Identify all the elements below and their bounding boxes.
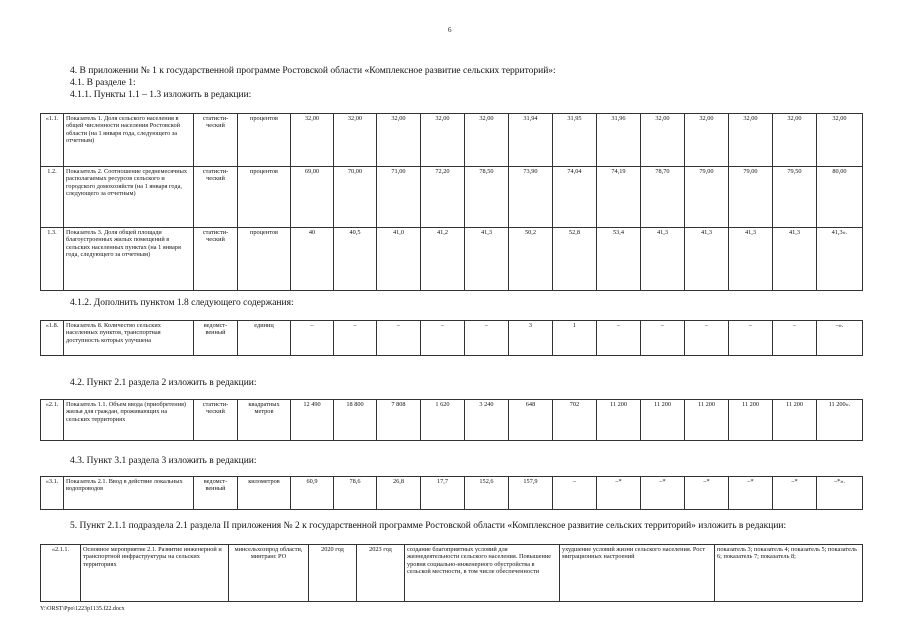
indicator-unit: единиц — [238, 321, 291, 356]
row-number: 1.2. — [41, 167, 64, 228]
indicator-row — [41, 167, 863, 228]
row-number: «1.1. — [41, 114, 64, 167]
indicator-value: 17,7 — [421, 477, 465, 510]
indicator-value: 31,94 — [509, 114, 553, 167]
row-number: 1.3. — [41, 228, 64, 291]
indicator-value: 74,04 — [553, 167, 597, 228]
indicator-unit: процентов — [238, 228, 291, 291]
indicator-value: 32,00 — [773, 114, 817, 167]
indicator-value: 79,00 — [729, 167, 773, 228]
activity-name: Основное мероприятие 2.1. Развитие инженерной и транспортной инфраструктуры на сельских территориях — [81, 545, 229, 602]
indicator-value: 72,20 — [421, 167, 465, 228]
indicator-value: 78,50 — [465, 167, 509, 228]
indicator-name: Показатель 2. Соотношение среднемесячных располагаемых ресурсов сельского и городского домохозяйств (на 1 января года, следующего за отчетным) — [64, 167, 194, 228]
indicator-value: – — [291, 321, 334, 356]
indicator-value: –* — [773, 477, 817, 510]
indicator-type: статисти-ческий — [194, 167, 238, 228]
indicator-value: 40,5 — [334, 228, 377, 291]
section-4-3-heading: 4.3. Пункт 3.1 раздела 3 изложить в редакции: — [70, 456, 257, 466]
indicator-value: 32,00 — [817, 114, 863, 167]
indicator-value: – — [553, 477, 597, 510]
indicator-type: статисти-ческий — [194, 400, 238, 441]
row-number: «1.8. — [41, 321, 64, 356]
indicator-name: Показатель 8. Количество сельских населенных пунктов, транспортная доступность которых улучшена — [64, 321, 194, 356]
indicator-name: Показатель 1. Доля сельского населения в общей численности населения Ростовской области (на 1 января года, следующего за отчетным) — [64, 114, 194, 167]
indicator-value: – — [641, 321, 685, 356]
indicator-row — [41, 400, 863, 441]
activity-row — [41, 545, 863, 602]
indicator-value: –». — [817, 321, 863, 356]
indicator-value: 41,3 — [685, 228, 729, 291]
indicator-value: 78,6 — [334, 477, 377, 510]
indicator-value: 32,00 — [291, 114, 334, 167]
indicator-row — [41, 114, 863, 167]
indicator-type: статисти-ческий — [194, 114, 238, 167]
indicator-value: – — [465, 321, 509, 356]
section-4-2-heading: 4.2. Пункт 2.1 раздела 2 изложить в редакции: — [70, 378, 257, 388]
indicator-value: 79,00 — [685, 167, 729, 228]
indicator-value: 157,9 — [509, 477, 553, 510]
indicator-value: –* — [729, 477, 773, 510]
indicator-value: 32,00 — [377, 114, 421, 167]
indicator-table-3-1 — [40, 476, 863, 510]
indicator-unit: процентов — [238, 114, 291, 167]
indicator-value: 73,90 — [509, 167, 553, 228]
indicator-type: статисти-ческий — [194, 228, 238, 291]
indicator-row — [41, 228, 863, 291]
indicator-value: – — [377, 321, 421, 356]
indicator-value: – — [597, 321, 641, 356]
indicator-value: 32,00 — [641, 114, 685, 167]
indicator-row — [41, 477, 863, 510]
activity-result: создание благоприятных условий для жизнедеятельности сельского населения. Повышение уровня социально-инженерного обустройства в сельской местности, в том числе обеспеченности — [405, 545, 560, 602]
indicator-value: 152,6 — [465, 477, 509, 510]
indicator-name: Показатель 2.1. Ввод в действие локальных водопроводов — [64, 477, 194, 510]
indicator-value: – — [685, 321, 729, 356]
file-path-footer: Y:\ORST\Ppo\1223p1135.f22.docx — [40, 606, 125, 612]
indicator-value: – — [773, 321, 817, 356]
indicator-value: 60,9 — [291, 477, 334, 510]
activity-table-2-1-1 — [40, 544, 863, 602]
activity-end: 2023 год — [357, 545, 405, 602]
indicator-unit: километров — [238, 477, 291, 510]
indicator-value: – — [729, 321, 773, 356]
indicator-unit: процентов — [238, 167, 291, 228]
indicator-value: 32,00 — [465, 114, 509, 167]
indicator-value: 74,19 — [597, 167, 641, 228]
indicator-value: 32,00 — [334, 114, 377, 167]
indicator-value: 648 — [509, 400, 553, 441]
indicator-value: 3 240 — [465, 400, 509, 441]
indicator-value: 1 — [553, 321, 597, 356]
indicator-value: –* — [685, 477, 729, 510]
indicator-value: 32,00 — [421, 114, 465, 167]
indicator-value: 11 200 — [641, 400, 685, 441]
indicator-value: 31,95 — [553, 114, 597, 167]
indicator-value: 41,2 — [421, 228, 465, 291]
indicator-name: Показатель 1.1. Объем ввода (приобретения) жилья для граждан, проживающих на сельских территориях — [64, 400, 194, 441]
activity-number: «2.1.1. — [41, 545, 81, 602]
indicator-value: 79,50 — [773, 167, 817, 228]
activity-indicators: показатель 3; показатель 4; показатель 5; показатель 6; показатель 7; показатель 8; — [715, 545, 863, 602]
indicator-value: –*». — [817, 477, 863, 510]
indicator-type: ведомст-венный — [194, 477, 238, 510]
indicator-value: 53,4 — [597, 228, 641, 291]
indicator-value: 18 800 — [334, 400, 377, 441]
page-number: 6 — [448, 26, 452, 34]
indicator-value: 12 490 — [291, 400, 334, 441]
indicator-value: 11 200 — [773, 400, 817, 441]
row-number: «3.1. — [41, 477, 64, 510]
indicators-table-1-3 — [40, 113, 863, 291]
indicator-value: 3 — [509, 321, 553, 356]
activity-consequences: ухудшение условий жизни сельского населения. Рост миграционных настроений — [560, 545, 715, 602]
indicator-value: 11 200 — [685, 400, 729, 441]
indicator-value: 50,2 — [509, 228, 553, 291]
indicator-value: 32,00 — [685, 114, 729, 167]
indicator-value: 32,00 — [729, 114, 773, 167]
indicator-value: 702 — [553, 400, 597, 441]
indicator-value: 41,3 — [773, 228, 817, 291]
indicator-row — [41, 321, 863, 356]
section-4-heading: 4. В приложении № 1 к государственной программе Ростовской области «Комплексное развитие сельских территорий»: — [70, 66, 556, 76]
section-4-1-heading: 4.1. В разделе 1: — [70, 78, 136, 88]
indicator-value: 7 808 — [377, 400, 421, 441]
indicator-name: Показатель 3. Доля общей площади благоустроенных жилых помещений в сельских населенных пунктах (на 1 января года, следующего за отчетным) — [64, 228, 194, 291]
indicator-value: 80,00 — [817, 167, 863, 228]
indicator-value: 69,00 — [291, 167, 334, 228]
indicator-value: 41,0 — [377, 228, 421, 291]
indicator-value: – — [421, 321, 465, 356]
indicator-value: 41,3». — [817, 228, 863, 291]
indicator-value: –* — [597, 477, 641, 510]
indicator-table-2-1 — [40, 399, 863, 441]
section-4-1-2-heading: 4.1.2. Дополнить пунктом 1.8 следующего содержания: — [70, 298, 294, 308]
indicator-value: 11 200 — [729, 400, 773, 441]
indicator-value: 78,70 — [641, 167, 685, 228]
activity-executor: минсельхозпрод области, минтранс РО — [229, 545, 309, 602]
indicator-value: 41,3 — [729, 228, 773, 291]
row-number: «2.1. — [41, 400, 64, 441]
indicator-value: 1 620 — [421, 400, 465, 441]
indicator-value: 40 — [291, 228, 334, 291]
indicator-table-1-8 — [40, 320, 863, 356]
indicator-unit: квадратных метров — [238, 400, 291, 441]
indicator-type: ведомст-венный — [194, 321, 238, 356]
section-4-1-1-heading: 4.1.1. Пункты 1.1 – 1.3 изложить в редакции: — [70, 90, 252, 100]
section-5-heading: 5. Пункт 2.1.1 подраздела 2.1 раздела II приложения № 2 к государственной программе Ростовской области «Комплексное развитие сельских территорий» изложить в редакции: — [70, 521, 787, 531]
indicator-value: 70,00 — [334, 167, 377, 228]
indicator-value: 26,8 — [377, 477, 421, 510]
indicator-value: –* — [641, 477, 685, 510]
indicator-value: 52,8 — [553, 228, 597, 291]
indicator-value: 41,3 — [641, 228, 685, 291]
indicator-value: – — [334, 321, 377, 356]
indicator-value: 71,00 — [377, 167, 421, 228]
indicator-value: 31,96 — [597, 114, 641, 167]
indicator-value: 41,3 — [465, 228, 509, 291]
indicator-value: 11 200». — [817, 400, 863, 441]
activity-start: 2020 год — [309, 545, 357, 602]
indicator-value: 11 200 — [597, 400, 641, 441]
